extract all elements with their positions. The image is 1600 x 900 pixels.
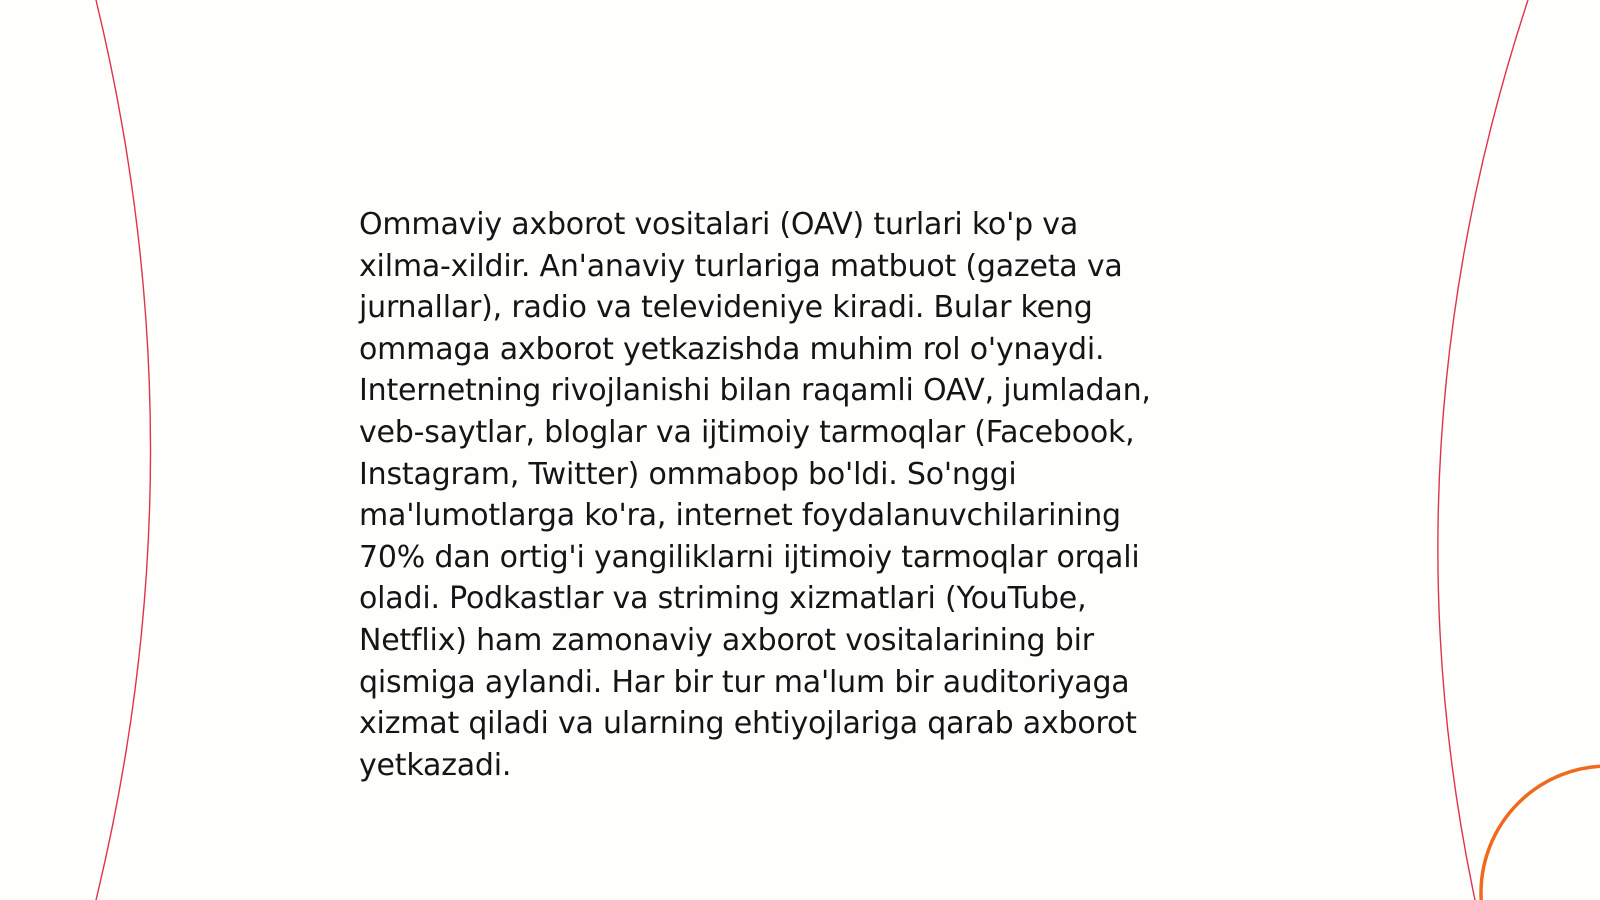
main-paragraph (359, 204, 1259, 786)
paragraph-line: ommaga axborot yetkazishda muhim rol o'ynaydi. (359, 331, 1105, 367)
paragraph-line: xilma-xildir. An'anaviy turlariga matbuot (gazeta va (359, 248, 1123, 284)
right-curve-line (1438, 0, 1528, 900)
paragraph-line: Netflix) ham zamonaviy axborot vositalarining bir (359, 622, 1094, 658)
paragraph-line: xizmat qiladi va ularning ehtiyojlariga qarab axborot (359, 706, 1137, 742)
paragraph-line: oladi. Podkastlar va striming xizmatlari (YouTube, (359, 581, 1087, 617)
paragraph-line: 70% dan ortig'i yangiliklarni ijtimoiy tarmoqlar orqali (359, 539, 1140, 575)
paragraph-line: jurnallar), radio va televideniye kiradi. Bular keng (359, 290, 1093, 326)
left-curve-line (96, 0, 151, 900)
paragraph-line: Instagram, Twitter) ommabop bo'ldi. So'nggi (359, 456, 1017, 492)
paragraph-line: veb-saytlar, bloglar va ijtimoiy tarmoqlar (Facebook, (359, 414, 1135, 450)
paragraph-line: Internetning rivojlanishi bilan raqamli OAV, jumladan, (359, 373, 1151, 409)
paragraph-line: yetkazadi. (359, 747, 512, 783)
paragraph-line: qismiga aylandi. Har bir tur ma'lum bir auditoriyaga (359, 664, 1130, 700)
orange-ring (1481, 766, 1600, 900)
paragraph-line: ma'lumotlarga ko'ra, internet foydalanuvchilarining (359, 498, 1121, 534)
paragraph-line: Ommaviy axborot vositalari (OAV) turlari ko'p va (359, 207, 1079, 242)
